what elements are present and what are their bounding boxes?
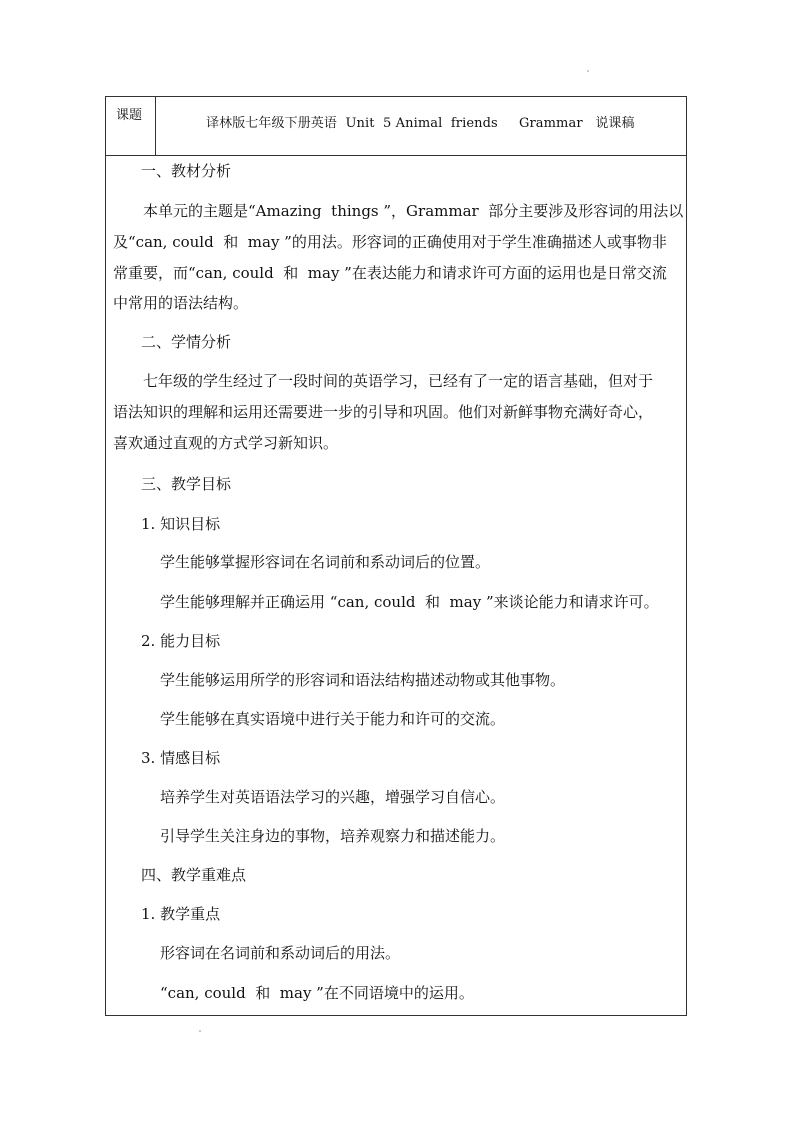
list-item: “can, could 和 may ”在不同语境中的运用。 (160, 984, 474, 1002)
paragraph-line: 七年级的学生经过了一段时间的英语学习，已经有了一定的语言基础，但对于 (143, 372, 654, 390)
lesson-title: 译林版七年级下册英语 Unit 5 Animal friends Grammar 说课稿 (206, 116, 635, 131)
subheading-teaching-focus: 1. 教学重点 (141, 905, 221, 923)
top-margin-dot (587, 70, 589, 72)
title-label-cell (106, 97, 156, 155)
list-item: 引导学生关注身边的事物，培养观察力和描述能力。 (160, 827, 506, 845)
subheading-emotion: 3. 情感目标 (141, 749, 221, 767)
title-label: 课题 (116, 108, 143, 123)
list-item: 培养学生对英语语法学习的兴趣，增强学习自信心。 (160, 788, 506, 806)
list-item: 学生能够掌握形容词在名词前和系动词后的位置。 (160, 553, 491, 571)
paragraph-line: 中常用的语法结构。 (113, 294, 249, 312)
paragraph-line: 及“can, could 和 may ”的用法。形容词的正确使用对于学生准确描述人或事物非 (113, 233, 667, 251)
bottom-margin-dot (199, 1030, 201, 1032)
section-heading-goals: 三、教学目标 (141, 475, 232, 493)
paragraph-line: 喜欢通过直观的方式学习新知识。 (113, 434, 339, 452)
title-row (106, 97, 686, 156)
paragraph-line: 常重要，而“can, could 和 may ”在表达能力和请求许可方面的运用也是日常交流 (113, 264, 667, 282)
subheading-ability: 2. 能力目标 (141, 632, 221, 650)
list-item: 学生能够理解并正确运用 “can, could 和 may ”来谈论能力和请求许可。 (160, 593, 659, 611)
paragraph-line: 本单元的主题是“Amazing things ”，Grammar 部分主要涉及形容词的用法以 (143, 202, 684, 220)
list-item: 学生能够运用所学的形容词和语法结构描述动物或其他事物。 (160, 671, 566, 689)
list-item: 形容词在名词前和系动词后的用法。 (160, 944, 401, 962)
subheading-knowledge: 1. 知识目标 (141, 515, 221, 533)
section-heading-analysis: 一、教材分析 (141, 162, 232, 180)
section-heading-key-points: 四、教学重难点 (141, 866, 247, 884)
list-item: 学生能够在真实语境中进行关于能力和许可的交流。 (160, 710, 506, 728)
section-heading-students: 二、学情分析 (141, 333, 232, 351)
paragraph-line: 语法知识的理解和运用还需要进一步的引导和巩固。他们对新鲜事物充满好奇心， (113, 403, 654, 421)
lesson-plan-table (105, 96, 687, 1016)
